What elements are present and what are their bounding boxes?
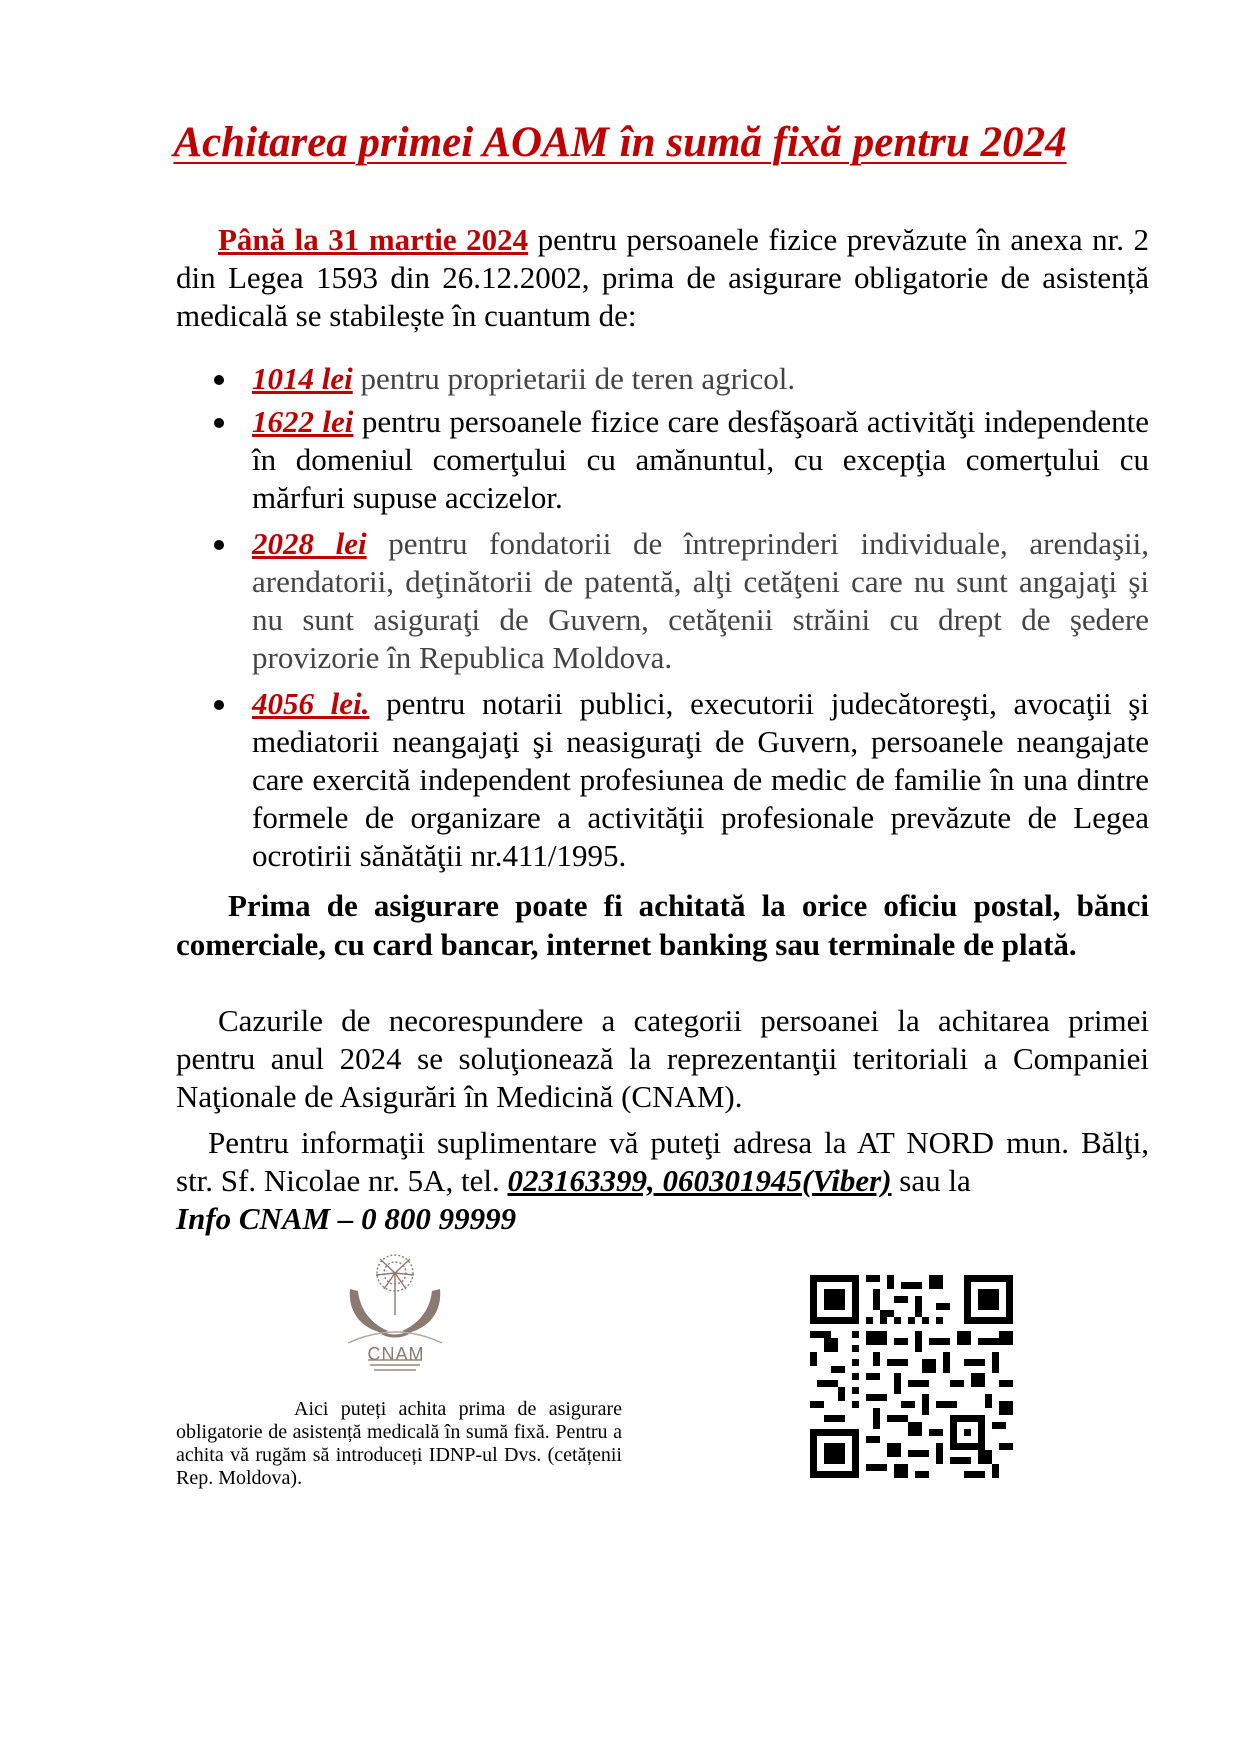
bullet-icon	[214, 418, 224, 428]
item-text: pentru notarii publici, executorii judecătoreşti, avocaţii şi mediatorii neangajaţi şi neasiguraţi de Guvern, persoanele neangajate care exercită independent profesiunea de medic de familie în una dintre formele de organizare a activităţii profesionale prevăzute de Legea ocrotirii sănătăţii nr.411/1995.	[252, 686, 1149, 873]
amount: 2028 lei	[252, 526, 367, 561]
premium-list	[176, 360, 1149, 875]
item-text: pentru persoanele fizice care desfăşoară activităţi independente în domeniul comerţului cu amănuntul, cu excepţia comerţului cu mărfuri supuse accizelor.	[252, 404, 1149, 515]
item-text: pentru fondatorii de întreprinderi individuale, arendaşii, arendatorii, deţinătorii de patentă, alţi cetăţeni care nu sunt angajaţi şi nu sunt asiguraţi de Guvern, cetăţenii străini cu drept de şedere provizorie în Republica Moldova.	[252, 526, 1149, 675]
bullet-icon	[214, 375, 224, 385]
qr-note: Aici puteți achita prima de asigurare obligatorie de asistență medicală în sumă fixă. Pentru a achita vă rugăm să introduceți IDNP-ul Dvs. (cetățenii Rep. Moldova).	[176, 1398, 622, 1489]
contact-paragraph	[176, 1124, 1149, 1238]
payment-paragraph: Prima de asigurare poate fi achitată la orice oficiu postal, bănci comerciale, cu card bancar, internet banking sau terminale de plată.	[176, 888, 1149, 962]
bullet-icon	[214, 540, 224, 550]
item-text: pentru proprietarii de teren agricol.	[352, 361, 796, 396]
phone-numbers: 023163399, 060301945(Viber)	[507, 1163, 892, 1198]
amount: 4056 lei.	[252, 686, 370, 721]
info-cnam-line: Info CNAM – 0 800 99999	[176, 1201, 517, 1236]
list-item	[176, 685, 1149, 875]
intro-text: pentru persoanele fizice prevăzute în anexa nr. 2 din Legea 1593 din 26.12.2002, prima de asigurare obligatorie de asistență medicală se stabilește în cuantum de:	[176, 222, 1149, 333]
cnam-logo-icon	[340, 1247, 450, 1397]
logo-name: CNAM	[367, 1344, 425, 1364]
intro-paragraph	[176, 221, 1149, 335]
deadline: Până la 31 martie 2024	[218, 222, 529, 257]
amount: 1014 lei	[252, 361, 353, 396]
contact-text: Pentru informaţii suplimentare vă puteţi adresa la AT NORD mun. Bălţi, str. Sf. Nicolae nr. 5A, tel.	[176, 1125, 1149, 1198]
list-item	[176, 360, 1149, 398]
qr-code-icon[interactable]	[810, 1275, 1013, 1478]
list-item	[176, 403, 1149, 517]
cases-paragraph: Cazurile de necorespundere a categorii persoanei la achitarea primei pentru anul 2024 se soluţionează la reprezentanţii teritoriali a Companiei Naţionale de Asigurări în Medicină (CNAM).	[176, 1003, 1149, 1114]
bullet-icon	[214, 700, 224, 710]
page-title: Achitarea primei AOAM în sumă fixă pentru 2024	[173, 119, 1067, 166]
list-item	[176, 525, 1149, 677]
amount: 1622 lei	[252, 404, 354, 439]
contact-suffix: sau la	[891, 1163, 971, 1198]
